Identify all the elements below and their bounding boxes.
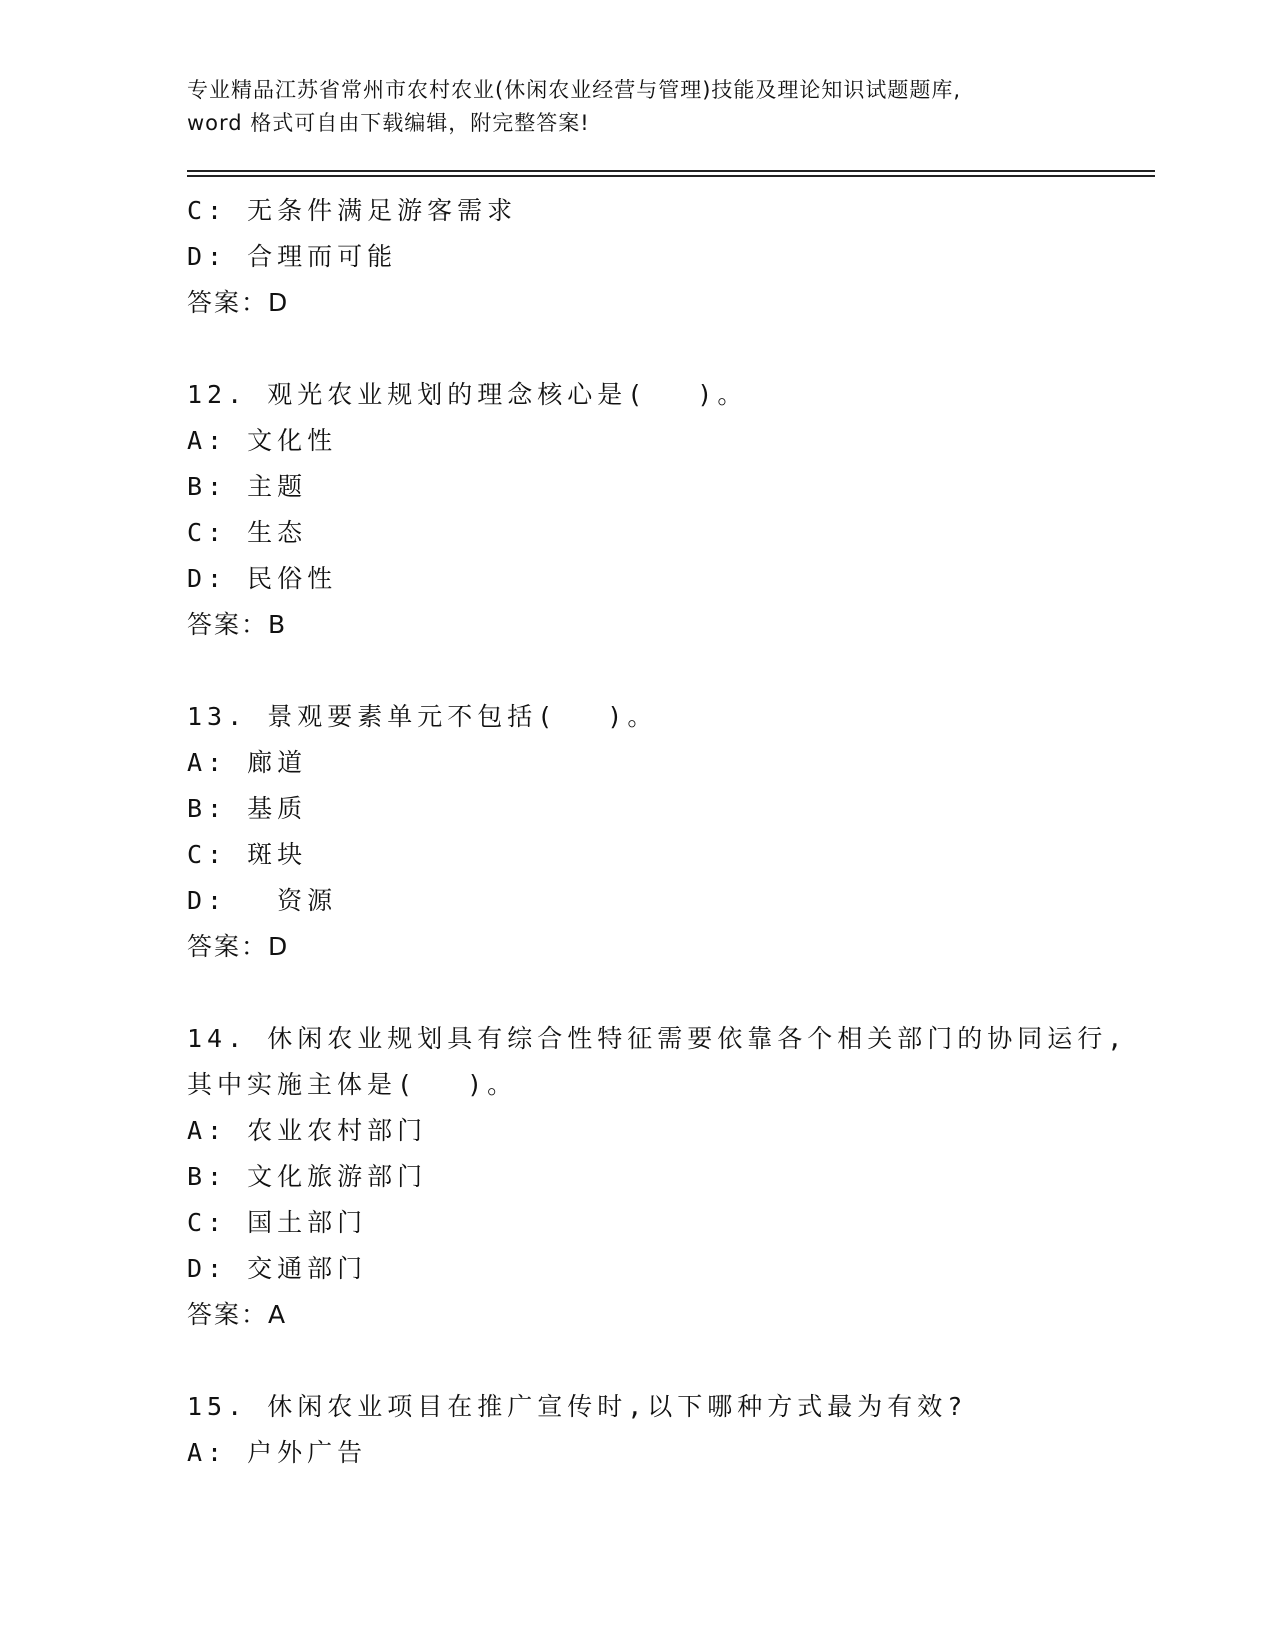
question-15 — [187, 1384, 1155, 1476]
option-a: A: 文化性 — [187, 426, 338, 455]
option-b: B: 主题 — [187, 472, 308, 501]
question-stem-line-1: 14. 休闲农业规划具有综合性特征需要依靠各个相关部门的协同运行, — [187, 1024, 1128, 1053]
answer: 答案：D — [187, 288, 290, 317]
document-header — [187, 74, 1087, 140]
question-stem: 13. 景观要素单元不包括( )。 — [187, 702, 658, 731]
option-c: C: 生态 — [187, 518, 308, 547]
option-b: B: 基质 — [187, 794, 308, 823]
header-divider-top — [187, 170, 1155, 172]
option-d: D: 交通部门 — [187, 1254, 368, 1283]
option-d: D: 资源 — [187, 886, 338, 915]
answer: 答案：A — [187, 1300, 288, 1329]
option-d: D: 民俗性 — [187, 564, 338, 593]
answer: 答案：B — [187, 610, 288, 639]
option-d: D: 合理而可能 — [187, 242, 398, 271]
spacer — [187, 1338, 1155, 1384]
answer: 答案：D — [187, 932, 290, 961]
spacer — [187, 970, 1155, 1016]
question-list — [187, 188, 1155, 1476]
header-divider-bottom — [187, 175, 1155, 177]
option-c: C: 斑块 — [187, 840, 308, 869]
option-a: A: 农业农村部门 — [187, 1116, 428, 1145]
option-a: A: 廊道 — [187, 748, 308, 777]
option-a: A: 户外广告 — [187, 1438, 368, 1467]
question-11-tail — [187, 188, 1155, 326]
question-13 — [187, 694, 1155, 970]
header-title-line-1: 专业精品江苏省常州市农村农业(休闲农业经营与管理)技能及理论知识试题题库, — [187, 78, 962, 102]
spacer — [187, 326, 1155, 372]
question-stem: 12. 观光农业规划的理念核心是( )。 — [187, 380, 748, 409]
question-stem: 15. 休闲农业项目在推广宣传时,以下哪种方式最为有效? — [187, 1392, 968, 1421]
option-c: C: 无条件满足游客需求 — [187, 196, 518, 225]
question-14 — [187, 1016, 1155, 1338]
header-title-line-2: word 格式可自由下载编辑，附完整答案! — [187, 111, 590, 135]
option-b: B: 文化旅游部门 — [187, 1162, 428, 1191]
option-c: C: 国土部门 — [187, 1208, 368, 1237]
question-12 — [187, 372, 1155, 648]
question-stem-line-2: 其中实施主体是( )。 — [187, 1070, 518, 1099]
spacer — [187, 648, 1155, 694]
